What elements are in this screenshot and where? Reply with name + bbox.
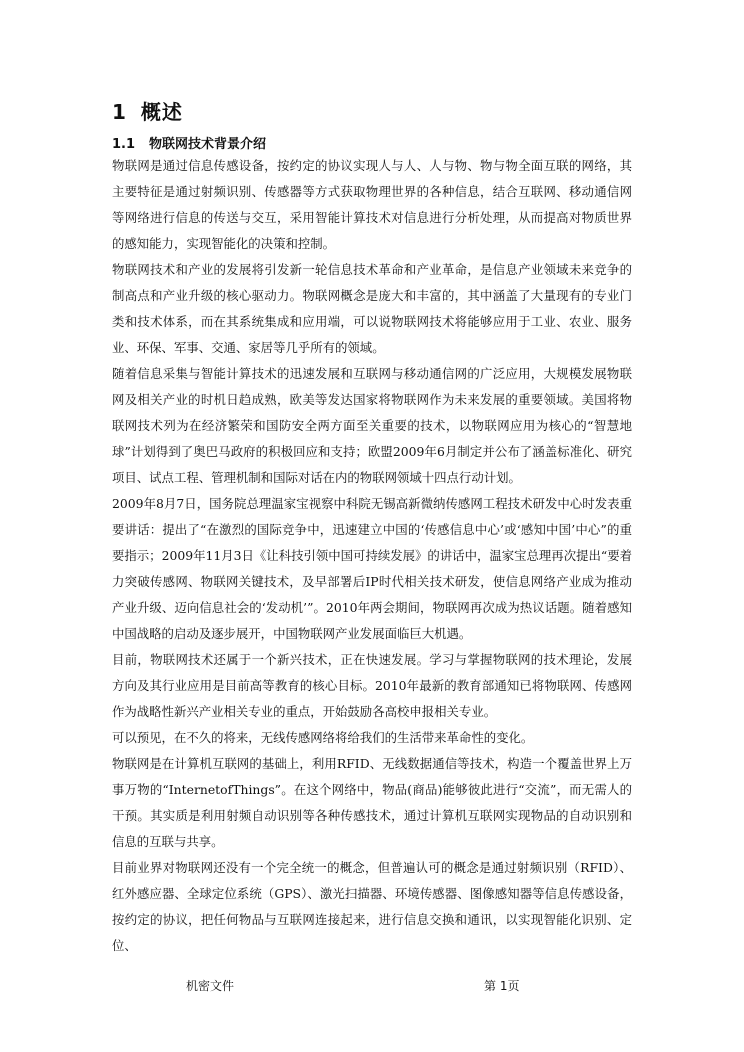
section-heading bbox=[112, 133, 266, 152]
paragraph: 目前，物联网技术还属于一个新兴技术，正在快速发展。学习与掌握物联网的技术理论，发展方向及其行业应用是目前高等教育的核心目标。2010年最新的教育部通知已将物联网、传感网作为战略性新兴产业相关专业的重点，开始鼓励各高校申报相关专业。 bbox=[112, 652, 632, 719]
chapter-title: 概述 bbox=[140, 100, 183, 124]
paragraph: 2009年8月7日，国务院总理温家宝视察中科院无锡高新微纳传感网工程技术研发中心时发表重要讲话：提出了“在激烈的国际竞争中，迅速建立中国的‘传感信息中心’或‘感知中国’中心”的重要指示；2009年11月3日《让科技引领中国可持续发展》的讲话中，温家宝总理再次提出“要着力突破传感网、物联网关键技术，及早部署后IP时代相关技术研发，使信息网络产业成为推动产业升级、迈向信息社会的‘发动机’”。2010年两会期间，物联网再次成为热议话题。随着感知中国战略的启动及逐步展开，中国物联网产业发展面临巨大机遇。 bbox=[112, 496, 632, 641]
body-text bbox=[112, 153, 632, 959]
chapter-heading bbox=[112, 96, 183, 125]
section-number: 1.1 bbox=[112, 137, 136, 152]
paragraph: 物联网是在计算机互联网的基础上，利用RFID、无线数据通信等技术，构造一个覆盖世界上万事万物的“InternetofThings”。在这个网络中，物品(商品)能够彼此进行“交流”，而无需人的干预。其实质是利用射频自动识别等各种传感技术，通过计算机互联网实现物品的自动识别和信息的互联与共享。 bbox=[112, 756, 632, 849]
section-title: 物联网技术背景介绍 bbox=[149, 137, 267, 152]
paragraph: 随着信息采集与智能计算技术的迅速发展和互联网与移动通信网的广泛应用，大规模发展物联网及相关产业的时机日趋成熟，欧美等发达国家将物联网作为未来发展的重要领域。美国将物联网技术列为在经济繁荣和国防安全两方面至关重要的技术，以物联网应用为核心的“智慧地球”计划得到了奥巴马政府的积极回应和支持；欧盟2009年6月制定并公布了涵盖标准化、研究项目、试点工程、管理机制和国际对话在内的物联网领域十四点行动计划。 bbox=[112, 366, 632, 485]
footer-page-number: 第 1页 bbox=[484, 979, 520, 993]
paragraph: 目前业界对物联网还没有一个完全统一的概念，但普遍认可的概念是通过射频识别（RFID）、红外感应器、全球定位系统（GPS）、激光扫描器、环境传感器、图像感知器等信息传感设备，按约定的协议，把任何物品与互联网连接起来，进行信息交换和通讯，以实现智能化识别、定位、 bbox=[112, 860, 632, 953]
paragraph: 物联网是通过信息传感设备，按约定的协议实现人与人、人与物、物与物全面互联的网络，其主要特征是通过射频识别、传感器等方式获取物理世界的各种信息，结合互联网、移动通信网等网络进行信息的传送与交互，采用智能计算技术对信息进行分析处理，从而提高对物质世界的感知能力，实现智能化的决策和控制。 bbox=[112, 158, 632, 251]
footer-confidential-label: 机密文件 bbox=[186, 979, 235, 993]
paragraph: 物联网技术和产业的发展将引发新一轮信息技术革命和产业革命，是信息产业领域未来竞争的制高点和产业升级的核心驱动力。物联网概念是庞大和丰富的，其中涵盖了大量现有的专业门类和技术体系，而在其系统集成和应用端，可以说物联网技术将能够应用于工业、农业、服务业、环保、军事、交通、家居等几乎所有的领域。 bbox=[112, 262, 632, 355]
chapter-number: 1 bbox=[112, 100, 127, 124]
paragraph: 可以预见，在不久的将来，无线传感网络将给我们的生活带来革命性的变化。 bbox=[112, 730, 534, 745]
